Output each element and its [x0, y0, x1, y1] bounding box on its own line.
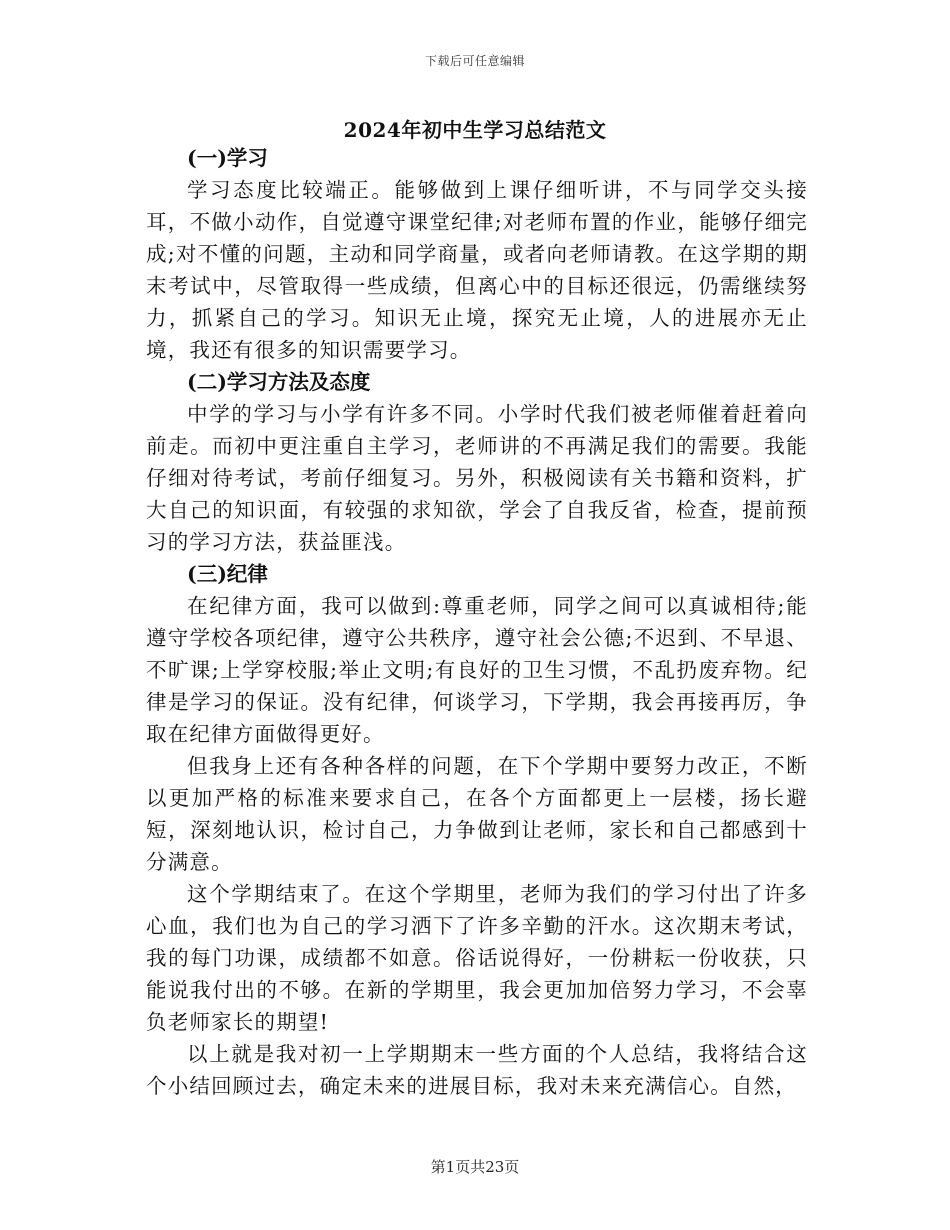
document-body: [146, 142, 808, 1102]
paragraph: 以上就是我对初一上学期期末一些方面的个人总结，我将结合这个小结回顾过去，确定未来的进展目标，我对未来充满信心。自然，: [146, 1042, 808, 1098]
page-header-note: 下载后可任意编辑: [424, 54, 525, 68]
section-heading-methods: (二)学习方法及态度: [187, 370, 371, 394]
section-heading-discipline: (三)纪律: [187, 562, 268, 586]
paragraph: 中学的学习与小学有许多不同。小学时代我们被老师催着赶着向前走。而初中更注重自主学习，老师讲的不再满足我们的需要。我能仔细对待考试，考前仔细复习。另外，积极阅读有关书籍和资料，扩大自己的知识面，有较强的求知欲，学会了自我反省，检查，提前预习的学习方法，获益匪浅。: [146, 402, 808, 554]
paragraph: 这个学期结束了。在这个学期里，老师为我们的学习付出了许多心血，我们也为自己的学习洒下了许多辛勤的汗水。这次期末考试，我的每门功课，成绩都不如意。俗话说得好，一份耕耘一份收获，只能说我付出的不够。在新的学期里，我会更加加倍努力学习，不会辜负老师家长的期望!: [146, 882, 808, 1034]
document-title: 2024年初中生学习总结范文: [343, 118, 607, 142]
paragraph: 但我身上还有各种各样的问题，在下个学期中要努力改正，不断以更加严格的标准来要求自己，在各个方面都更上一层楼，扬长避短，深刻地认识，检讨自己，力争做到让老师，家长和自己都感到十分满意。: [146, 754, 808, 874]
page-number: 第1页共23页: [430, 1158, 520, 1176]
section-heading-study: (一)学习: [187, 146, 268, 170]
paragraph: 在纪律方面，我可以做到:尊重老师，同学之间可以真诚相待;能遵守学校各项纪律，遵守公共秩序，遵守社会公德;不迟到、不早退、不旷课;上学穿校服;举止文明;有良好的卫生习惯，不乱扔废弃物。纪律是学习的保证。没有纪律，何谈学习，下学期，我会再接再厉，争取在纪律方面做得更好。: [146, 594, 808, 746]
paragraph: 学习态度比较端正。能够做到上课仔细听讲，不与同学交头接耳，不做小动作，自觉遵守课堂纪律;对老师布置的作业，能够仔细完成;对不懂的问题，主动和同学商量，或者向老师请教。在这学期的期末考试中，尽管取得一些成绩，但离心中的目标还很远，仍需继续努力，抓紧自己的学习。知识无止境，探究无止境，人的进展亦无止境，我还有很多的知识需要学习。: [146, 178, 808, 362]
